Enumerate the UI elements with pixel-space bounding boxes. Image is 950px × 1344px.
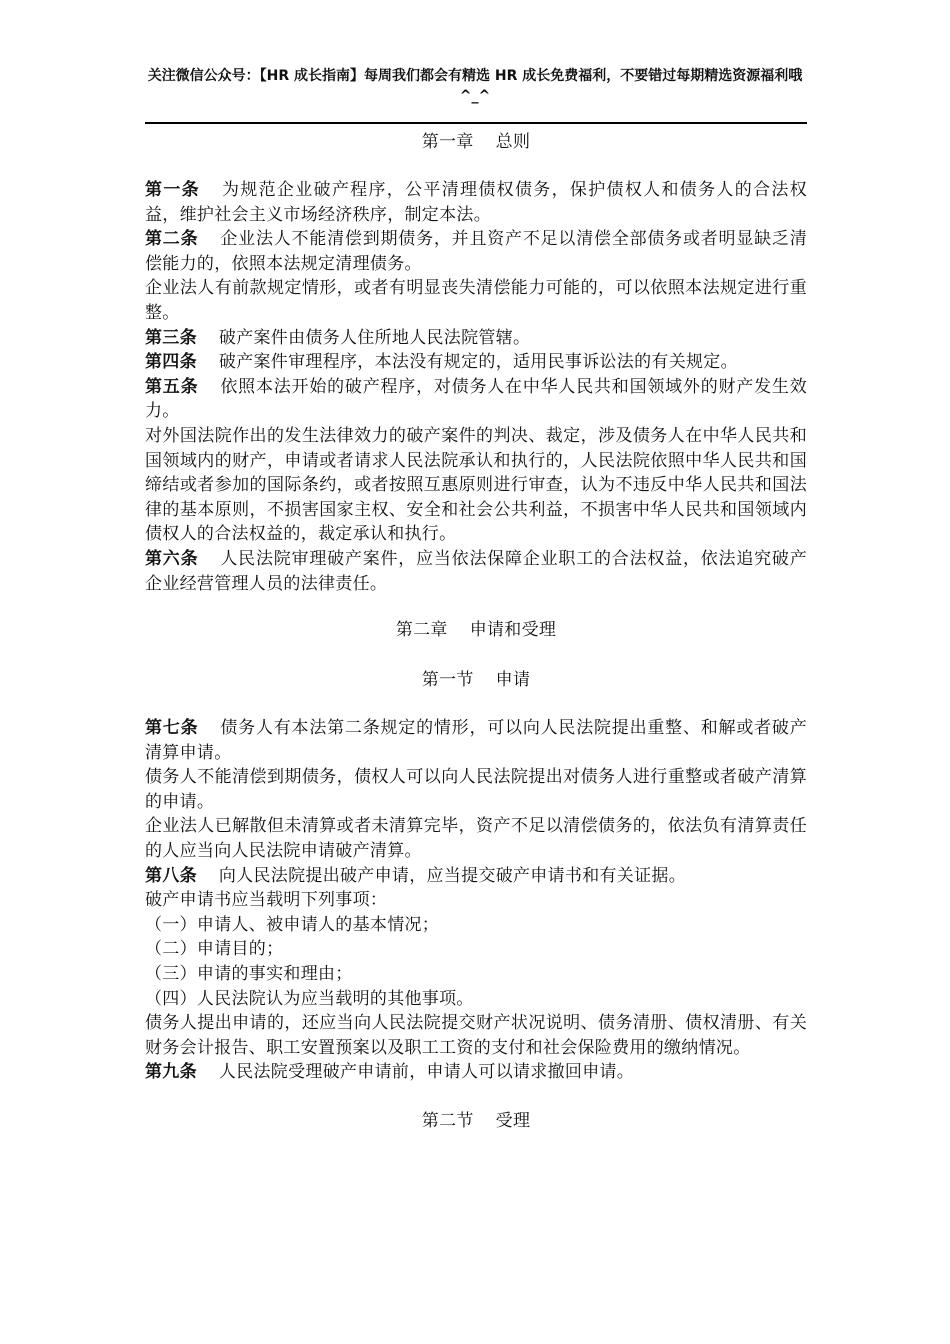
article-text: 企业法人有前款规定情形，或者有明显丧失清偿能力可能的，可以依照本法规定进行重整。 [145, 278, 807, 323]
list-item [145, 937, 807, 962]
article-8-paragraph-3 [145, 1011, 807, 1060]
header-banner-line2: ^_^ [459, 88, 491, 104]
section-1-articles [145, 716, 807, 1085]
section-1-title: 申请 [495, 670, 531, 691]
section-2-heading [145, 1107, 807, 1135]
article-text: 债务人有本法第二条规定的情形，可以向人民法院提出重整、和解或者破产清算申请。 [145, 718, 807, 763]
article-1 [145, 178, 807, 227]
header-banner [0, 0, 950, 106]
chapter-1-title: 总则 [495, 132, 531, 152]
article-number: 第三条 [145, 327, 197, 348]
article-number: 第九条 [145, 1062, 197, 1083]
list-item [145, 962, 807, 987]
chapter-1-articles [145, 178, 807, 596]
header-divider [145, 122, 807, 124]
list-item-text: （二）申请目的； [145, 939, 284, 960]
article-text: 破产申请书应当载明下列事项： [145, 890, 388, 911]
list-item-text: （一）申请人、被申请人的基本情况； [145, 914, 440, 935]
article-number: 第二条 [145, 229, 199, 250]
section-1-heading [145, 666, 807, 694]
article-text: 人民法院受理破产申请前，申请人可以请求撤回申请。 [218, 1062, 635, 1083]
article-number: 第七条 [145, 718, 199, 739]
article-text: 企业法人不能清偿到期债务，并且资产不足以清偿全部债务或者明显缺乏清偿能力的，依照本法规定清理债务。 [145, 229, 807, 274]
article-text: 依照本法开始的破产程序，对债务人在中华人民共和国领域外的财产发生效力。 [145, 376, 807, 422]
section-1-number: 第一节 [421, 670, 474, 691]
article-number: 第六条 [145, 548, 199, 569]
header-banner-line1: 关注微信公众号：【HR 成长指南】每周我们都会有精选 HR 成长免费福利，不要错过每期精选资源福利哦 [147, 68, 803, 84]
section-2-number: 第二节 [421, 1111, 474, 1131]
chapter-1-number: 第一章 [421, 132, 474, 152]
list-item [145, 987, 807, 1012]
article-8-paragraph-2 [145, 888, 807, 913]
article-9 [145, 1060, 807, 1085]
list-item-text: （三）申请的事实和理由； [145, 964, 353, 985]
article-2-paragraph-2 [145, 276, 807, 325]
article-text: 为规范企业破产程序，公平清理债权债务，保护债权人和债务人的合法权益，维护社会主义市场经济秩序，制定本法。 [145, 180, 807, 225]
article-number: 第八条 [145, 865, 197, 886]
article-text: 破产案件审理程序，本法没有规定的，适用民事诉讼法的有关规定。 [218, 352, 738, 373]
article-4 [145, 350, 807, 375]
article-7 [145, 716, 807, 765]
chapter-1-heading [145, 128, 807, 156]
article-7-paragraph-3 [145, 814, 807, 863]
article-8 [145, 864, 807, 889]
article-number: 第一条 [145, 180, 200, 200]
chapter-2-title: 申请和受理 [469, 620, 557, 641]
article-text: 债务人不能清偿到期债务，债权人可以向人民法院提出对债务人进行重整或者破产清算的申请。 [145, 767, 807, 812]
article-text: 企业法人已解散但未清算或者未清算完毕，资产不足以清偿债务的，依法负有清算责任的人应当向人民法院申请破产清算。 [145, 816, 807, 862]
article-text: 对外国法院作出的发生法律效力的破产案件的判决、裁定，涉及债务人在中华人民共和国领域内的财产，申请或者请求人民法院承认和执行的，人民法院依照中华人民共和国缔结或者参加的国际条约，或者按照互惠原则进行审查，认为不违反中华人民共和国法律的基本原则，不损害国家主权、安全和社会公共利益，不损害中华人民共和国领域内债权人的合法权益的，裁定承认和执行。 [145, 425, 807, 545]
article-text: 向人民法院提出破产申请，应当提交破产申请书和有关证据。 [218, 865, 687, 886]
chapter-2-heading [145, 616, 807, 644]
article-text: 破产案件由债务人住所地人民法院管辖。 [218, 327, 531, 348]
article-5 [145, 375, 807, 424]
article-text: 人民法院审理破产案件，应当依法保障企业职工的合法权益，依法追究破产企业经营管理人员的法律责任。 [145, 548, 807, 594]
list-item [145, 913, 807, 938]
document-body [145, 128, 807, 1135]
article-3 [145, 326, 807, 351]
article-text: 债务人提出申请的，还应当向人民法院提交财产状况说明、债务清册、债权清册、有关财务会计报告、职工安置预案以及职工工资的支付和社会保险费用的缴纳情况。 [145, 1013, 807, 1058]
chapter-2-number: 第二章 [395, 620, 448, 641]
article-2 [145, 227, 807, 276]
article-7-paragraph-2 [145, 765, 807, 814]
article-5-paragraph-2 [145, 424, 807, 547]
article-number: 第四条 [145, 352, 197, 373]
article-number: 第五条 [145, 376, 199, 397]
list-item-text: （四）人民法院认为应当载明的其他事项。 [145, 988, 474, 1009]
section-2-title: 受理 [495, 1111, 531, 1131]
article-6 [145, 547, 807, 596]
